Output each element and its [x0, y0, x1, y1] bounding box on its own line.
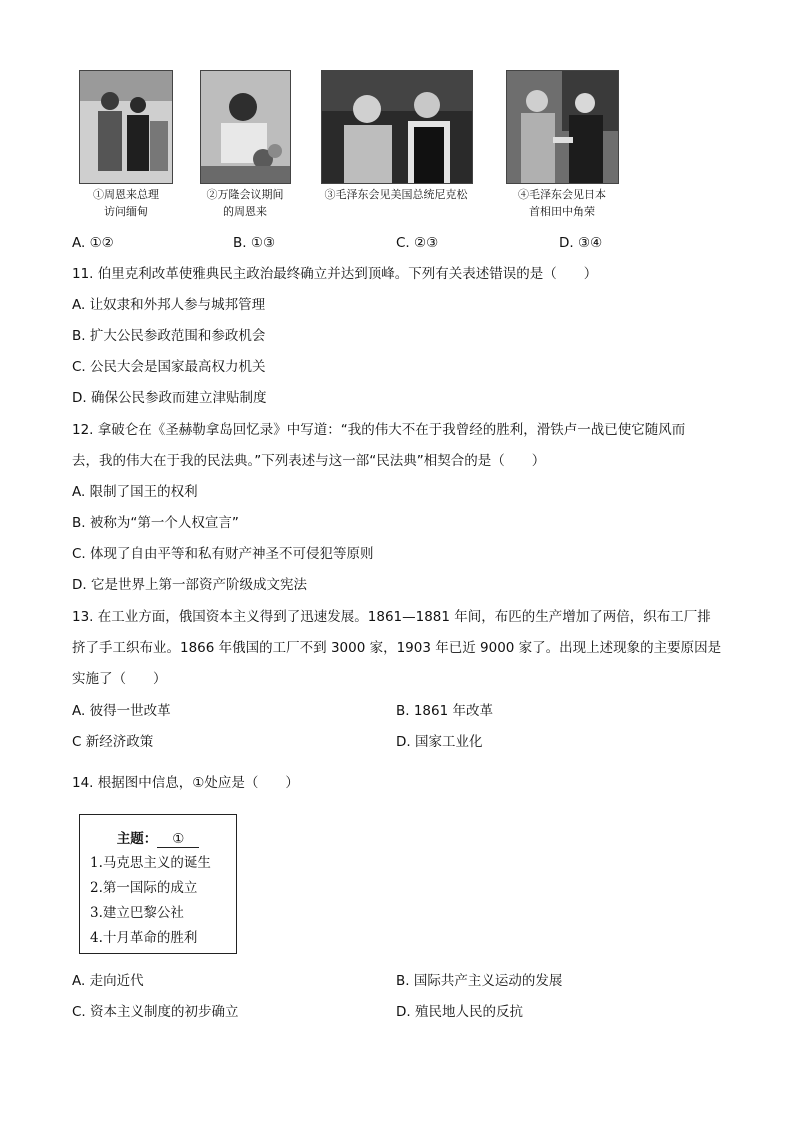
photo-zhou-bandung: [200, 70, 291, 184]
theme-item-1: 1.马克思主义的诞生: [90, 855, 211, 871]
q14-option-a[interactable]: A. 走向近代: [72, 973, 144, 989]
caption-line: ③毛泽东会见美国总统尼克松: [324, 188, 468, 201]
q12-option-b[interactable]: B. 被称为“第一个人权宣言”: [72, 515, 239, 531]
q10-option-a[interactable]: A. ①②: [72, 235, 114, 251]
q12-option-c[interactable]: C. 体现了自由平等和私有财产神圣不可侵犯等原则: [72, 546, 374, 562]
caption-line: ④毛泽东会见日本: [518, 188, 606, 201]
q11-option-b[interactable]: B. 扩大公民参政范围和参政机会: [72, 328, 266, 344]
q13-stem-line-3: 实施了（ ）: [72, 671, 167, 687]
q11-option-c[interactable]: C. 公民大会是国家最高权力机关: [72, 359, 266, 375]
photo-mao-tanaka: [506, 70, 619, 184]
photo-caption-4: [500, 186, 624, 220]
photo-zhou-burma: [79, 70, 173, 184]
caption-line: ②万隆会议期间: [206, 188, 284, 201]
q10-option-c[interactable]: C. ②③: [396, 235, 439, 251]
theme-label: 主题：: [116, 831, 158, 847]
photo-caption-3: [300, 186, 492, 203]
q12-stem-line-2: 去，我的伟大在于我的民法典。”下列表述与这一部“民法典”相契合的是（ ）: [72, 453, 546, 469]
photo-caption-2: [190, 186, 300, 220]
photo-mao-nixon: [321, 70, 473, 184]
q10-option-d[interactable]: D. ③④: [559, 235, 603, 251]
photo-mao-nixon-image: [322, 71, 472, 183]
q12-option-d[interactable]: D. 它是世界上第一部资产阶级成文宪法: [72, 577, 307, 593]
caption-line: ①周恩来总理: [93, 188, 159, 201]
theme-box-title: [80, 827, 236, 848]
q13-option-d[interactable]: D. 国家工业化: [396, 734, 483, 750]
theme-item-2: 2.第一国际的成立: [90, 880, 198, 896]
photo-mao-tanaka-image: [507, 71, 618, 183]
q11-option-d[interactable]: D. 确保公民参政而建立津贴制度: [72, 390, 267, 406]
q14-option-c[interactable]: C. 资本主义制度的初步确立: [72, 1004, 239, 1020]
q13-stem-line-1: 13. 在工业方面，俄国资本主义得到了迅速发展。1861—1881 年间，布匹的生产增加了两倍，织布工厂排: [72, 609, 711, 625]
theme-blank: ①: [157, 831, 199, 848]
caption-line: 访问缅甸: [104, 205, 148, 218]
photo-zhou-bandung-image: [201, 71, 290, 183]
q10-option-b[interactable]: B. ①③: [233, 235, 276, 251]
q14-option-d[interactable]: D. 殖民地人民的反抗: [396, 1004, 523, 1020]
q11-stem: 11. 伯里克利改革使雅典民主政治最终确立并达到顶峰。下列有关表述错误的是（ ）: [72, 266, 598, 282]
q13-stem-line-2: 挤了手工织布业。1866 年俄国的工厂不到 3000 家，1903 年已近 9000 家了。出现上述现象的主要原因是: [72, 640, 722, 656]
q12-stem-line-1: 12. 拿破仑在《圣赫勒拿岛回忆录》中写道：“我的伟大不在于我曾经的胜利，滑铁卢一战已使它随风而: [72, 422, 686, 438]
q11-option-a[interactable]: A. 让奴隶和外邦人参与城邦管理: [72, 297, 266, 313]
theme-box: [79, 814, 237, 954]
q13-option-a[interactable]: A. 彼得一世改革: [72, 703, 171, 719]
q14-option-b[interactable]: B. 国际共产主义运动的发展: [396, 973, 563, 989]
q14-stem: 14. 根据图中信息，①处应是（ ）: [72, 775, 299, 791]
q12-option-a[interactable]: A. 限制了国王的权利: [72, 484, 198, 500]
photo-zhou-burma-image: [80, 71, 172, 183]
q13-option-b[interactable]: B. 1861 年改革: [396, 703, 493, 719]
theme-item-4: 4.十月革命的胜利: [90, 930, 198, 946]
photo-caption-1: [74, 186, 178, 220]
q13-option-c[interactable]: C 新经济政策: [72, 734, 154, 750]
theme-item-3: 3.建立巴黎公社: [90, 905, 184, 921]
caption-line: 首相田中角荣: [529, 205, 595, 218]
caption-line: 的周恩来: [223, 205, 267, 218]
